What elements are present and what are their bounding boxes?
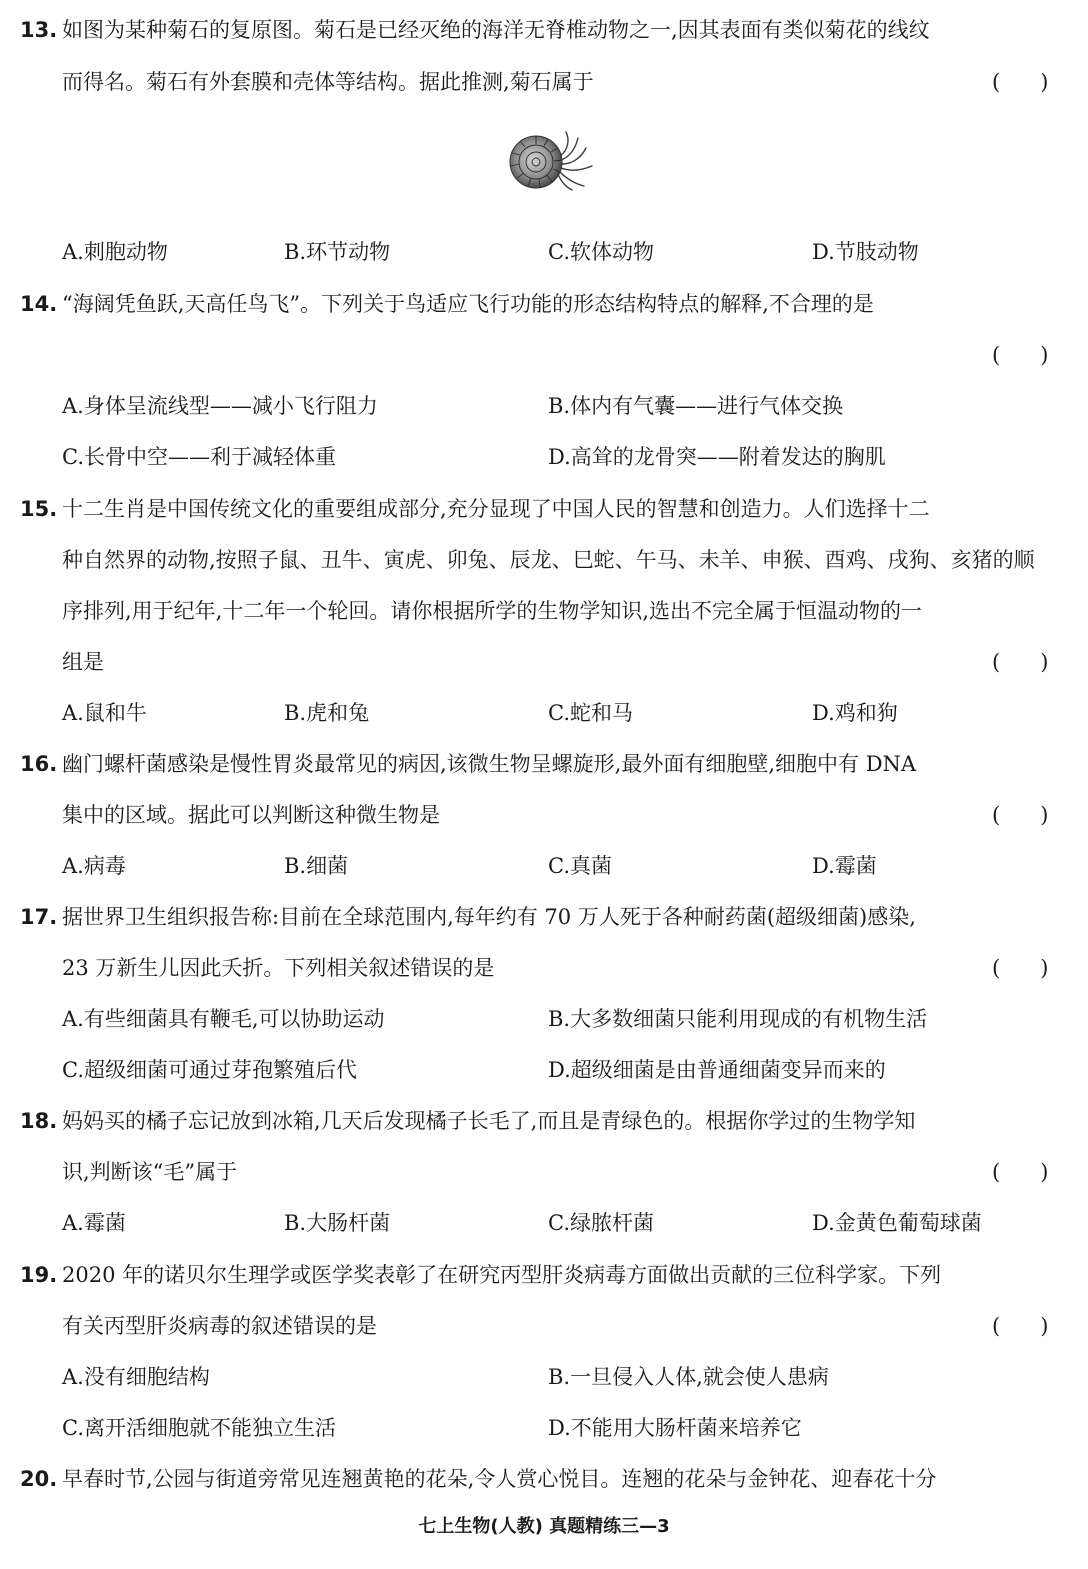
question-19-number: 19.	[20, 1263, 58, 1287]
question-18-option-d: D.金黄色葡萄球菌	[812, 1211, 982, 1235]
question-14-option-c: C.长骨中空——利于减轻体重	[62, 445, 336, 469]
question-13-stem-line-2: 而得名。菊石有外套膜和壳体等结构。据此推测,菊石属于	[62, 70, 594, 94]
question-16-stem-line-2: 集中的区域。据此可以判断这种微生物是	[62, 803, 440, 827]
question-18-stem-line-2: 识,判断该“毛”属于	[62, 1160, 238, 1184]
question-17-stem-line-1: 据世界卫生组织报告称:目前在全球范围内,每年约有 70 万人死于各种耐药菌(超级细菌)感染,	[62, 905, 916, 929]
question-13-stem-line-1: 如图为某种菊石的复原图。菊石是已经灭绝的海洋无脊椎动物之一,因其表面有类似菊花的线纹	[62, 18, 930, 42]
page-footer: 七上生物(人教) 真题精练三—3	[418, 1516, 670, 1537]
question-16-option-a: A.病毒	[62, 854, 126, 878]
question-16-number: 16.	[20, 752, 58, 776]
question-19-option-c: C.离开活细胞就不能独立生活	[62, 1416, 336, 1440]
question-15-option-b: B.虎和兔	[284, 701, 370, 725]
question-17-stem-line-2: 23 万新生儿因此夭折。下列相关叙述错误的是	[62, 956, 495, 980]
question-15-option-a: A.鼠和牛	[62, 701, 147, 725]
question-15-stem-line-4: 组是	[62, 650, 104, 674]
ammonite-illustration	[506, 126, 598, 192]
question-16-stem-line-1: 幽门螺杆菌感染是慢性胃炎最常见的病因,该微生物呈螺旋形,最外面有细胞壁,细胞中有 DNA	[62, 752, 917, 776]
question-19-option-a: A.没有细胞结构	[62, 1365, 210, 1389]
question-18-answer-bracket: ( )	[992, 1160, 1049, 1184]
question-14-answer-bracket: ( )	[992, 343, 1049, 367]
question-13-answer-bracket: ( )	[992, 70, 1049, 94]
question-18-number: 18.	[20, 1109, 58, 1133]
question-19-option-b: B.一旦侵入人体,就会使人患病	[548, 1365, 829, 1389]
question-13-option-c: C.软体动物	[548, 240, 654, 264]
question-17-option-c: C.超级细菌可通过芽孢繁殖后代	[62, 1058, 357, 1082]
question-18-option-a: A.霉菌	[62, 1211, 126, 1235]
question-15-stem-line-3: 序排列,用于纪年,十二年一个轮回。请你根据所学的生物学知识,选出不完全属于恒温动物的一	[62, 599, 923, 623]
question-15-answer-bracket: ( )	[992, 650, 1049, 674]
question-15-stem-line-2: 种自然界的动物,按照子鼠、丑牛、寅虎、卯兔、辰龙、巳蛇、午马、未羊、申猴、酉鸡、戌狗、亥猪的顺	[62, 548, 1035, 572]
question-13-number: 13.	[20, 18, 58, 42]
question-15-option-d: D.鸡和狗	[812, 701, 898, 725]
question-14-stem-line-1: “海阔凭鱼跃,天高任鸟飞”。下列关于鸟适应飞行功能的形态结构特点的解释,不合理的是	[62, 292, 874, 316]
question-19-stem-line-1: 2020 年的诺贝尔生理学或医学奖表彰了在研究丙型肝炎病毒方面做出贡献的三位科学家。下列	[62, 1263, 942, 1287]
question-19-stem-line-2: 有关丙型肝炎病毒的叙述错误的是	[62, 1314, 377, 1338]
question-17-option-d: D.超级细菌是由普通细菌变异而来的	[548, 1058, 886, 1082]
question-18-option-b: B.大肠杆菌	[284, 1211, 391, 1235]
question-14-number: 14.	[20, 292, 58, 316]
question-18-option-c: C.绿脓杆菌	[548, 1211, 654, 1235]
question-20-stem-line-1: 早春时节,公园与街道旁常见连翘黄艳的花朵,令人赏心悦目。连翘的花朵与金钟花、迎春花十分	[62, 1467, 937, 1491]
question-20-number: 20.	[20, 1467, 58, 1491]
question-16-option-c: C.真菌	[548, 854, 612, 878]
question-13-option-d: D.节肢动物	[812, 240, 919, 264]
question-17-option-b: B.大多数细菌只能利用现成的有机物生活	[548, 1007, 928, 1031]
question-13-option-a: A.刺胞动物	[62, 240, 168, 264]
question-19-option-d: D.不能用大肠杆菌来培养它	[548, 1416, 802, 1440]
question-16-option-d: D.霉菌	[812, 854, 877, 878]
question-17-number: 17.	[20, 905, 58, 929]
question-18-stem-line-1: 妈妈买的橘子忘记放到冰箱,几天后发现橘子长毛了,而且是青绿色的。根据你学过的生物学知	[62, 1109, 916, 1133]
question-14-option-b: B.体内有气囊——进行气体交换	[548, 394, 844, 418]
question-17-option-a: A.有些细菌具有鞭毛,可以协助运动	[62, 1007, 385, 1031]
question-19-answer-bracket: ( )	[992, 1314, 1049, 1338]
question-15-stem-line-1: 十二生肖是中国传统文化的重要组成部分,充分显现了中国人民的智慧和创造力。人们选择十二	[62, 497, 930, 521]
question-17-answer-bracket: ( )	[992, 956, 1049, 980]
question-15-number: 15.	[20, 497, 58, 521]
question-16-answer-bracket: ( )	[992, 803, 1049, 827]
question-16-option-b: B.细菌	[284, 854, 349, 878]
question-15-option-c: C.蛇和马	[548, 701, 633, 725]
question-13-option-b: B.环节动物	[284, 240, 391, 264]
question-14-option-d: D.高耸的龙骨突——附着发达的胸肌	[548, 445, 886, 469]
question-14-option-a: A.身体呈流线型——减小飞行阻力	[62, 394, 378, 418]
